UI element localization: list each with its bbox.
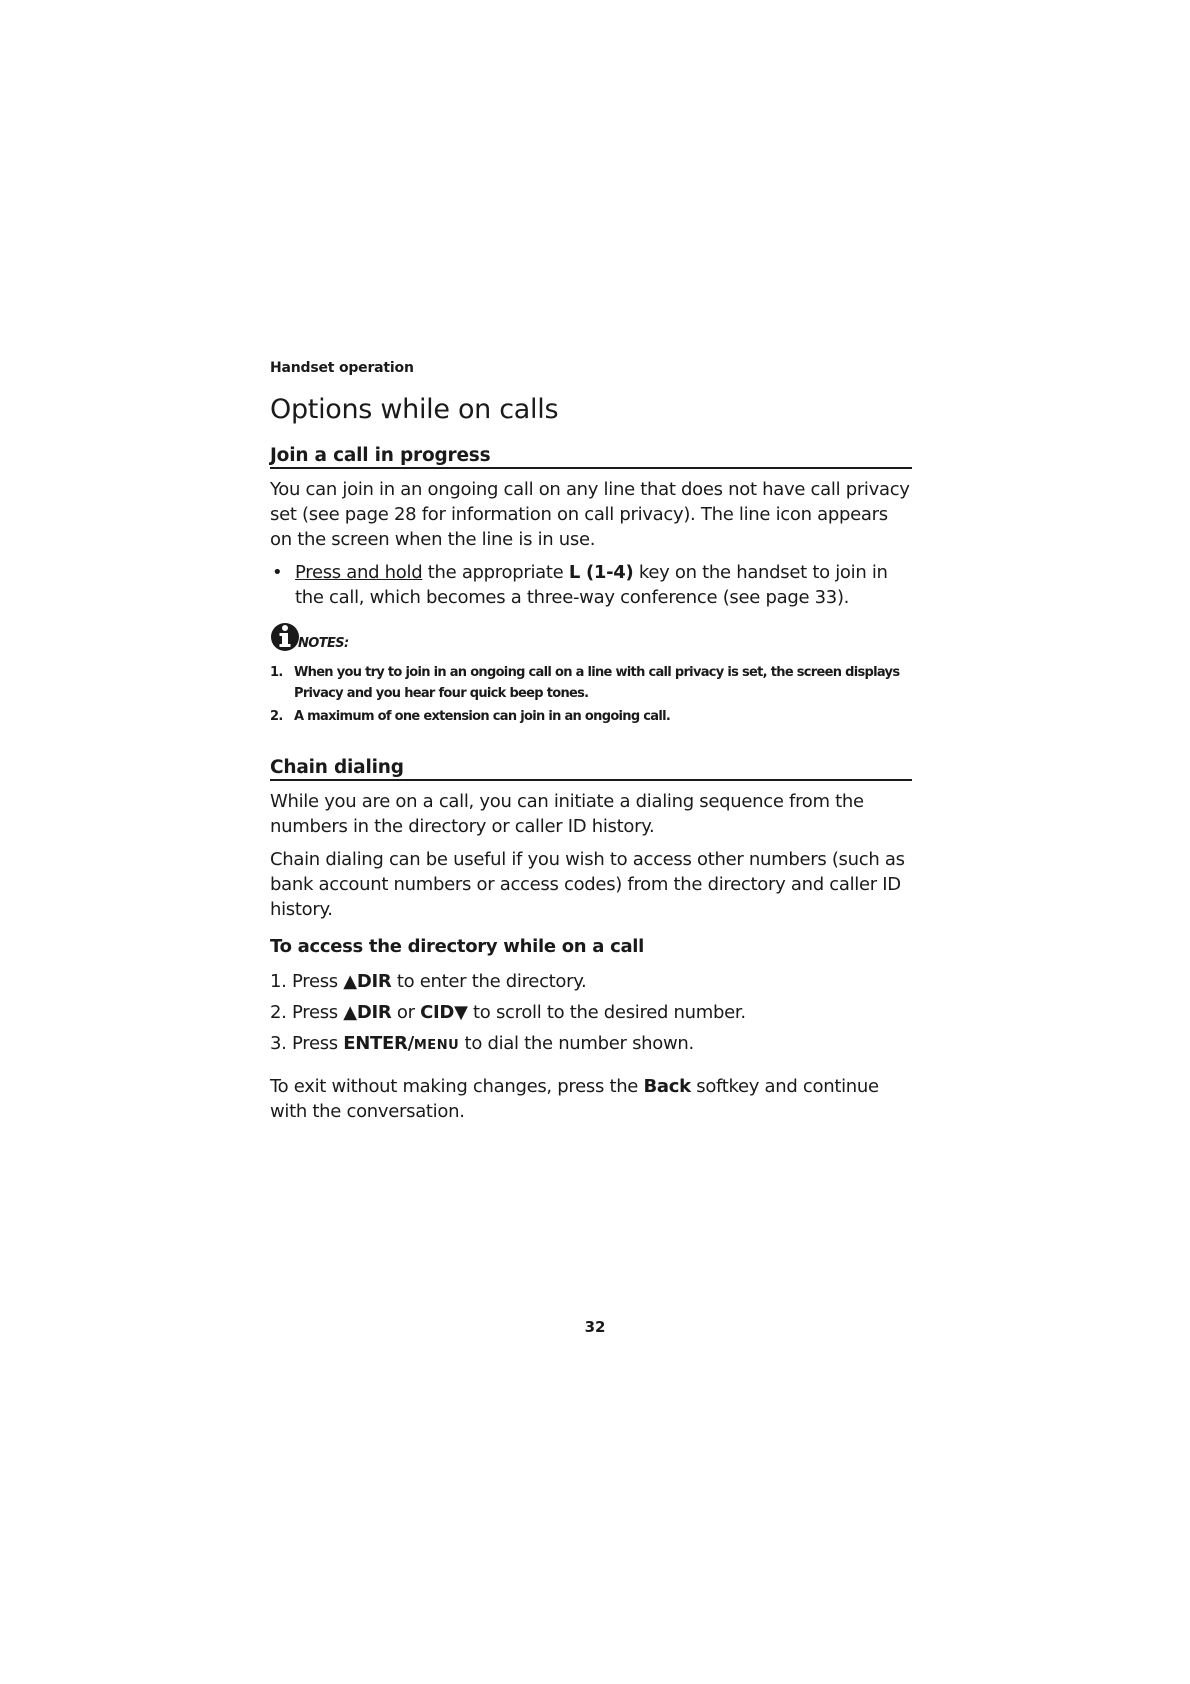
chain-paragraph-2: Chain dialing can be useful if you wish to access other numbers (such as bank account numbers or access codes) from the directory and caller ID history. — [270, 849, 905, 920]
exit-pre: To exit without making changes, press the — [270, 1076, 644, 1097]
bullet-mark: • — [272, 562, 283, 583]
subheading-join-call: Join a call in progress — [270, 445, 912, 469]
page-title: Options while on calls — [270, 394, 559, 425]
page-content — [270, 360, 912, 1132]
step-number: 2. — [270, 1002, 287, 1023]
step-post: to dial the number shown. — [459, 1033, 694, 1054]
join-intro-paragraph: You can join in an ongoing call on any line that does not have call privacy set (see page 28 for information on call privacy). The line icon appears on the screen when the line is in use. — [270, 479, 910, 550]
note-text-1: A maximum of one extension can join in an ongoing call. — [294, 709, 671, 724]
key-label: CID▼ — [420, 1002, 468, 1023]
info-icon — [270, 620, 300, 652]
step-item — [270, 1031, 912, 1058]
step-item — [270, 969, 912, 994]
bullet-text-1: the appropriate — [422, 562, 569, 583]
notes-label: NOTES: — [298, 636, 349, 651]
note-text-2: and you hear four quick beep tones. — [342, 686, 589, 701]
key-label: ▲DIR — [343, 971, 392, 992]
note-text-1: When you try to join in an ongoing call on a line with call privacy is set, the screen displays — [294, 665, 900, 680]
key-label: ▲DIR — [343, 1002, 392, 1023]
procedure-heading: To access the directory while on a call — [270, 936, 645, 957]
note-highlight: Privacy — [294, 686, 343, 701]
chain-paragraph-1: While you are on a call, you can initiate a dialing sequence from the numbers in the directory or caller ID history. — [270, 791, 864, 837]
notes-header — [270, 620, 912, 652]
step-pre: Press — [292, 1002, 344, 1023]
note-number: 2. — [270, 709, 283, 724]
press-and-hold-text: Press and hold — [295, 562, 423, 583]
step-number: 3. — [270, 1033, 287, 1054]
note-number: 1. — [270, 665, 283, 680]
step-pre: Press — [292, 1033, 344, 1054]
step-post: to scroll to the desired number. — [467, 1002, 746, 1023]
step-pre: Press — [292, 971, 344, 992]
key-label: ENTER/ — [343, 1033, 414, 1054]
section-label: Handset operation — [270, 360, 414, 376]
page-number: 32 — [584, 1318, 606, 1336]
note-item — [270, 662, 912, 704]
line-key-label: L (1-4) — [568, 562, 634, 583]
back-key-label: Back — [643, 1076, 691, 1097]
exit-paragraph — [270, 1074, 912, 1124]
bullet-text-2: key on the handset to join in the call, which becomes a three-way conference (see page 33). — [295, 562, 888, 608]
subheading-chain-dialing: Chain dialing — [270, 757, 912, 781]
step-number: 1. — [270, 971, 287, 992]
step-item — [270, 1000, 912, 1025]
step-post: to enter the directory. — [391, 971, 587, 992]
exit-post: softkey and continue with the conversation. — [270, 1076, 879, 1122]
note-item — [270, 706, 912, 727]
step-mid: or — [391, 1002, 421, 1023]
key-label-small: MENU — [413, 1038, 460, 1053]
join-bullet — [270, 560, 912, 610]
